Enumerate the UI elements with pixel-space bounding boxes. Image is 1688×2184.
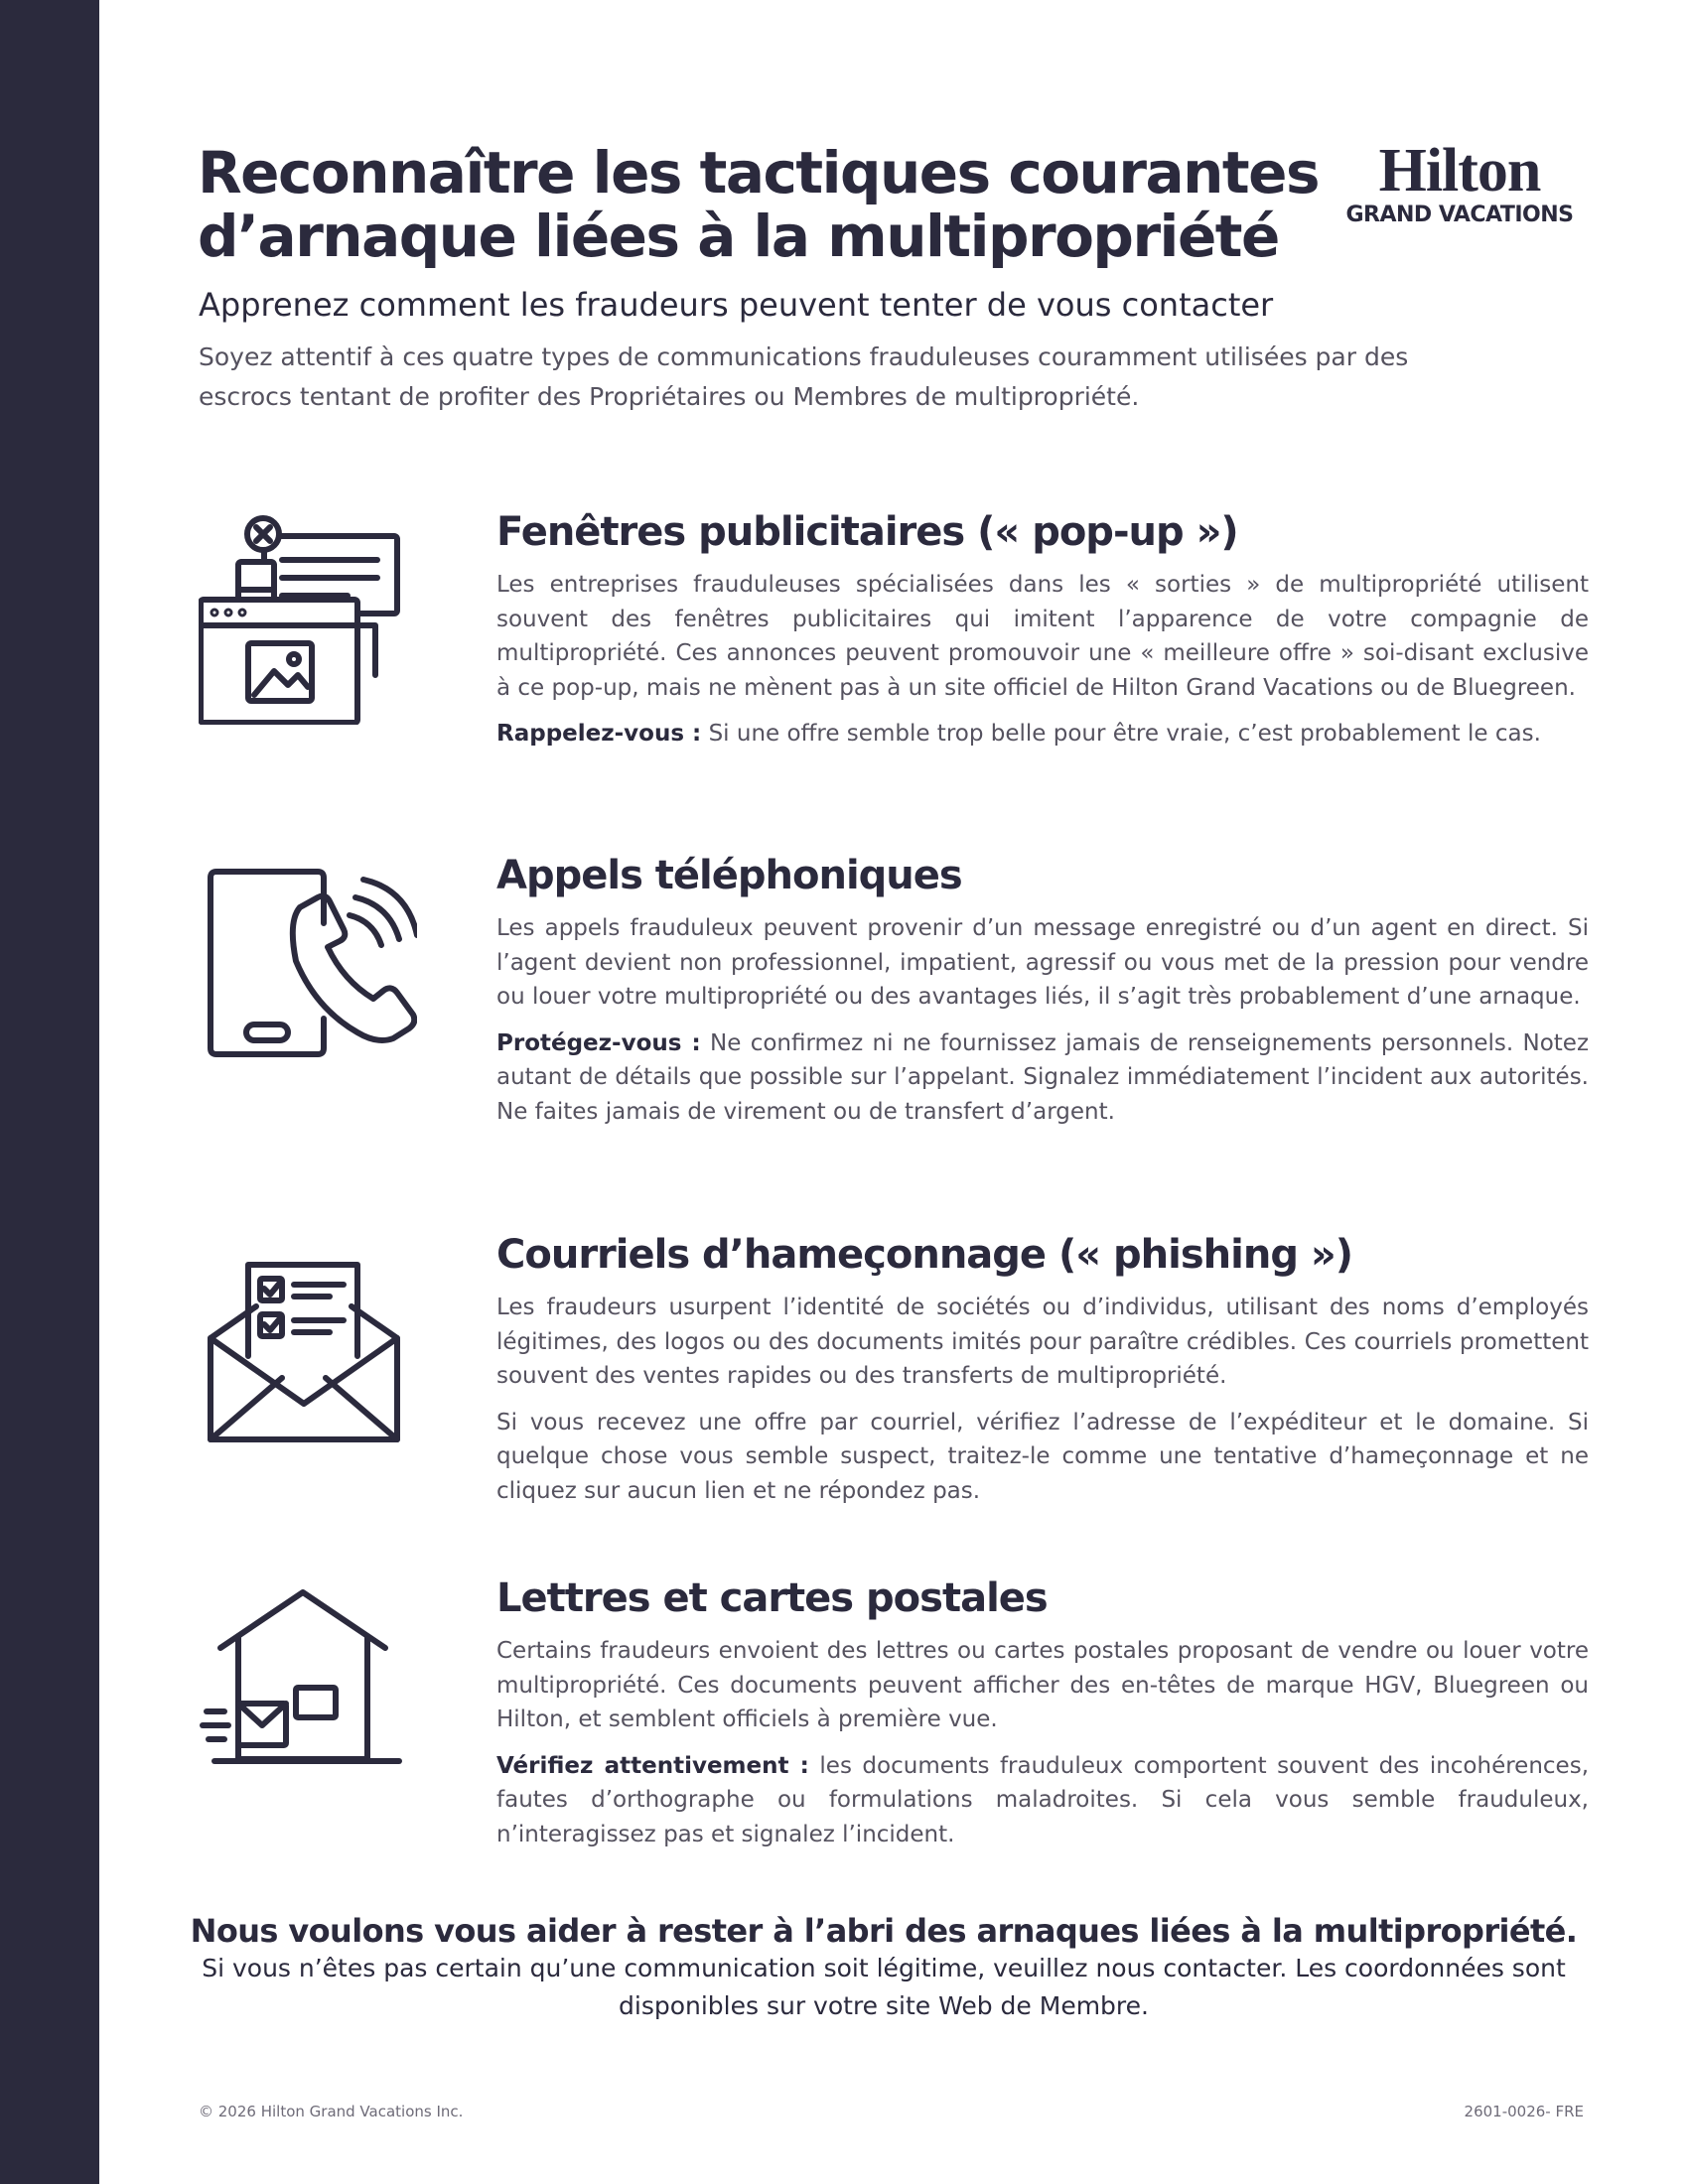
- verify-label: Vérifiez attentivement :: [496, 1752, 809, 1779]
- footer-copyright: © 2026 Hilton Grand Vacations Inc.: [199, 2103, 464, 2120]
- house-mail-icon: [199, 1572, 417, 1791]
- closing-title: Nous voulons vous aider à rester à l’abri des arnaques liées à la multipropriété.: [190, 1912, 1578, 1950]
- section-reminder: [496, 717, 1589, 751]
- email-envelope-icon: [199, 1229, 417, 1447]
- section-paragraph: Les appels frauduleux peuvent provenir d’un message enregistré ou d’un agent en direct. Si l’agent devient non professionnel, impatient, agressif ou vous met de la pression pour vendre ou louer votre multipropriété ou des avantages liés, il s’agit très probablement d’une arnaque.: [496, 915, 1589, 1010]
- intro-text: Soyez attentif à ces quatre types de communications frauduleuses couramment utilisées par des escrocs tentant de profiter des Propriétaires ou Membres de multipropriété.: [199, 342, 1409, 411]
- section-content: [496, 850, 1589, 1141]
- section-title: Lettres et cartes postales: [496, 1575, 1048, 1621]
- protect-label: Protégez-vous :: [496, 1029, 701, 1056]
- section-title: Appels téléphoniques: [496, 853, 962, 898]
- section-protect: [496, 1026, 1589, 1130]
- section-content: [496, 1572, 1589, 1863]
- section-paragraph: Certains fraudeurs envoient des lettres ou cartes postales proposant de vendre ou louer votre multipropriété. Ces documents peuvent afficher des en-têtes de marque HGV, Bluegreen ou Hilton, et semblent officiels à première vue.: [496, 1638, 1589, 1732]
- left-sidebar-band: [0, 0, 99, 2184]
- section-paragraph: Les entreprises frauduleuses spécialisées dans les « sorties » de multipropriété utilisent souvent des fenêtres publicitaires qui imitent l’apparence de votre compagnie de multipropriété. Ces annonces peuvent promouvoir une « meilleure offre » soi-disant exclusive à ce pop-up, mais ne mènent pas à un site officiel de Hilton Grand Vacations ou de Bluegreen.: [496, 572, 1589, 701]
- section-verify: [496, 1749, 1589, 1852]
- logo-subtitle: GRAND VACATIONS: [1345, 203, 1574, 227]
- section-title: Courriels d’hameçonnage (« phishing »): [496, 1232, 1352, 1278]
- section-title: Fenêtres publicitaires (« pop-up »): [496, 509, 1238, 555]
- section-content: [496, 1229, 1589, 1520]
- section-paragraph-advice: Si vous recevez une offre par courriel, vérifiez l’adresse de l’expéditeur et le domaine. Si quelque chose vous semble suspect, traitez-le comme une tentative d’hameçonnage et ne cliquez sur aucun lien et ne répondez pas.: [496, 1409, 1589, 1504]
- footer-document-code: 2601-0026- FRE: [1464, 2103, 1584, 2120]
- phone-call-icon: [199, 850, 417, 1068]
- closing-text: Si vous n’êtes pas certain qu’une communication soit légitime, veuillez nous contacter. Les coordonnées sont disponibles sur votre site Web de Membre.: [202, 1954, 1566, 2020]
- logo-name: Hilton: [1378, 137, 1541, 205]
- reminder-label: Rappelez-vous :: [496, 721, 702, 747]
- protect-text: Ne confirmez ni ne fournissez jamais de renseignements personnels. Notez autant de détails que possible sur l’appelant. Signalez immédiatement l’incident aux autorités. Ne faites jamais de virement ou de transfert d’argent.: [496, 1029, 1590, 1125]
- page-subtitle: Apprenez comment les fraudeurs peuvent tenter de vous contacter: [199, 286, 1274, 324]
- reminder-text: Si une offre semble trop belle pour être vraie, c’est probablement le cas.: [708, 721, 1541, 747]
- verify-text: les documents frauduleux comportent souvent des incohérences, fautes d’orthographe ou formulations maladroites. Si cela vous semble frauduleux, n’interagissez pas et signalez l’incident.: [496, 1752, 1590, 1847]
- hilton-grand-vacations-logo: [1321, 139, 1599, 228]
- popup-window-icon: [199, 506, 417, 725]
- page-title: Reconnaître les tactiques courantes d’arnaque liées à la multipropriété: [198, 139, 1319, 270]
- section-content: [496, 506, 1589, 763]
- section-paragraph: Les fraudeurs usurpent l’identité de sociétés ou d’individus, utilisant des noms d’employés légitimes, des logos ou des documents imités pour paraître crédibles. Ces courriels promettent souvent des ventes rapides ou des transferts de multipropriété.: [496, 1295, 1589, 1389]
